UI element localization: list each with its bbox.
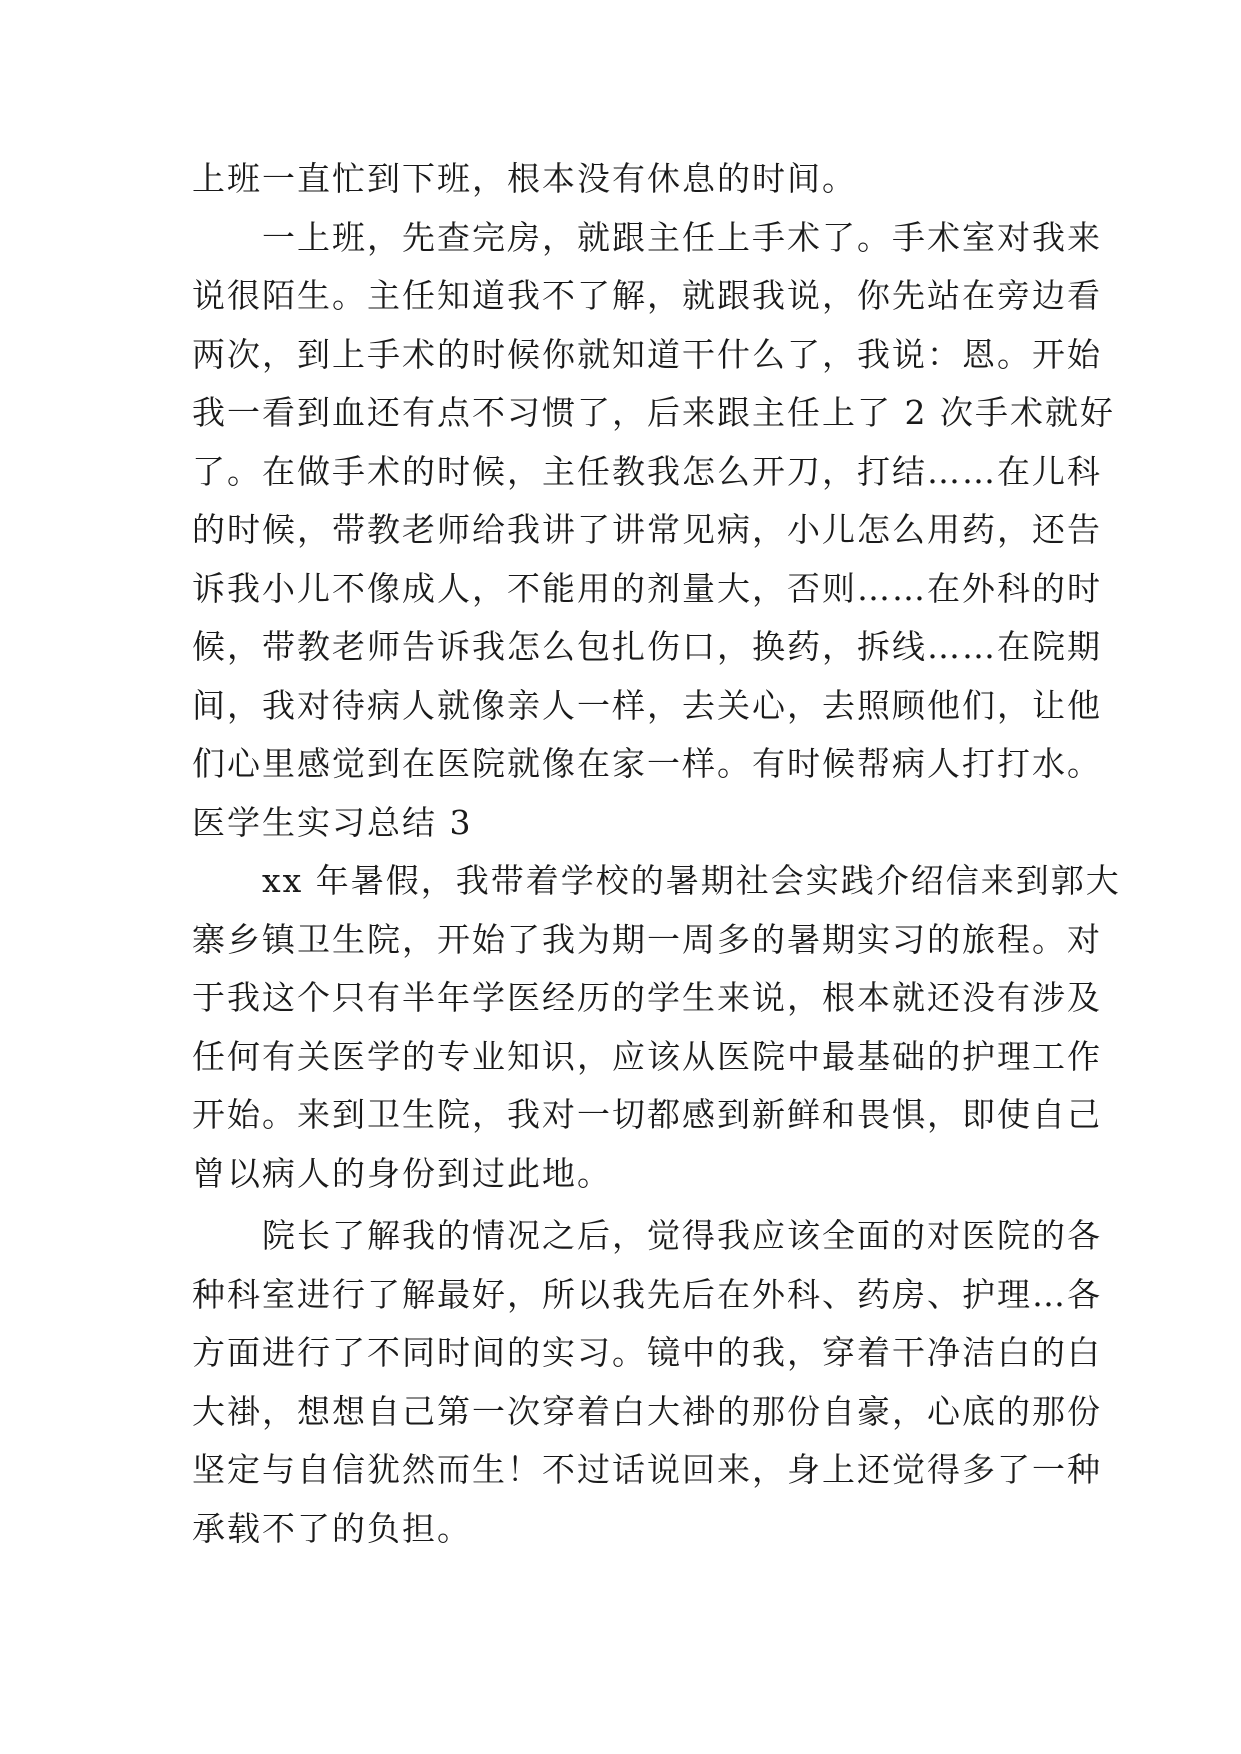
text-line: 们心里感觉到在医院就像在家一样。有时候帮病人打打水。 [192,744,1102,783]
text-line: 承载不了的负担。 [192,1508,472,1548]
text-line: 寨乡镇卫生院，开始了我为期一周多的暑期实习的旅程。对 [192,919,1102,959]
paragraph-start-line: 一上班，先查完房，就跟主任上手术了。手术室对我来 [262,217,1102,257]
document-body [192,150,1121,1558]
text-line: 诉我小儿不像成人，不能用的剂量大，否则……在外科的时 [192,568,1102,608]
text-line: 了。在做手术的时候，主任教我怎么开刀，打结……在儿科 [192,451,1102,491]
text-line: 方面进行了不同时间的实习。镜中的我，穿着干净洁白的白 [192,1333,1102,1372]
text-line: 候，带教老师告诉我怎么包扎伤口，换药，拆线……在院期 [192,627,1102,666]
text-line: 任何有关医学的专业知识，应该从医院中最基础的护理工作 [192,1036,1102,1076]
text-line: 说很陌生。主任知道我不了解，就跟我说，你先站在旁边看 [192,276,1102,315]
text-line: 于我这个只有半年学医经历的学生来说，根本就还没有涉及 [192,978,1102,1017]
text-line: 的时候，带教老师给我讲了讲常见病，小儿怎么用药，还告 [192,510,1102,549]
text-line: 开始。来到卫生院，我对一切都感到新鲜和畏惧，即使自己 [192,1095,1102,1134]
paragraph-start-line: 院长了解我的情况之后，觉得我应该全面的对医院的各 [262,1216,1102,1255]
text-line: 上班一直忙到下班，根本没有休息的时间。 [192,159,857,198]
text-line: 曾以病人的身份到过此地。 [192,1153,612,1193]
section-heading: 医学生实习总结 3 [192,802,473,842]
text-line: 两次，到上手术的时候你就知道干什么了，我说：恩。开始 [192,334,1102,374]
text-line: 间，我对待病人就像亲人一样，去关心，去照顾他们，让他 [192,685,1102,725]
paragraph-start-line: xx 年暑假，我带着学校的暑期社会实践介绍信来到郭大 [262,861,1121,900]
text-line: 我一看到血还有点不习惯了，后来跟主任上了 2 次手术就好 [192,393,1115,432]
text-line: 种科室进行了解最好，所以我先后在外科、药房、护理…各 [192,1274,1102,1314]
text-line: 坚定与自信犹然而生！不过话说回来，身上还觉得多了一种 [192,1450,1102,1489]
text-line: 大褂，想想自己第一次穿着白大褂的那份自豪，心底的那份 [192,1391,1102,1431]
